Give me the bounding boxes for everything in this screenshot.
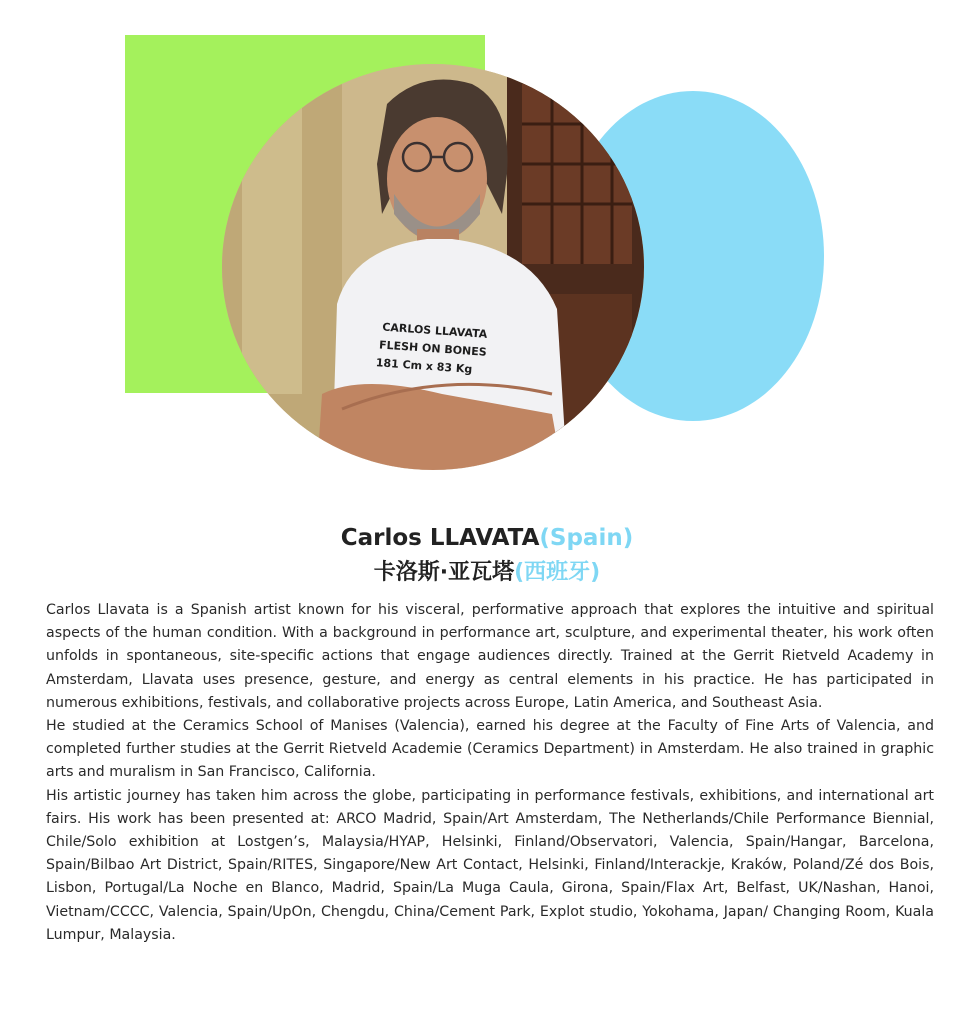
artist-portrait-photo (222, 64, 644, 470)
artist-name-zh: 卡洛斯·亚瓦塔 (373, 560, 515, 585)
portrait-illustration (222, 64, 644, 470)
hero-graphic (0, 0, 974, 500)
shirt-text-line-2: FLESH ON BONES (378, 338, 488, 359)
shirt-text-line-1: CARLOS LLAVATA (381, 320, 488, 341)
artist-biography (46, 599, 934, 947)
artist-name-en: Carlos LLAVATA (340, 525, 540, 551)
artist-country-zh: (西班牙) (514, 560, 601, 585)
artist-name-english (0, 522, 974, 554)
bio-paragraph-2: He studied at the Ceramics School of Manises (Valencia), earned his degree at the Faculty of Fine Arts of Valencia, and completed further studies at the Gerrit Rietveld Academie (Ceramics Department) in Amsterdam. He also trained in graphic arts and muralism in San Francisco, California. (46, 718, 934, 781)
artist-country-en: (Spain) (539, 525, 634, 551)
bio-paragraph-1: Carlos Llavata is a Spanish artist known for his visceral, performative approach that explores the intuitive and spiritual aspects of the human condition. With a background in performance art, sculpture, and experimental theater, his work often unfolds in spontaneous, site-specific actions that engage audiences directly. Trained at the Gerrit Rietveld Academy in Amsterdam, Llavata uses presence, gesture, and energy as central elements in his practice. He has participated in numerous exhibitions, festivals, and collaborative projects across Europe, Latin America, and Southeast Asia. (46, 602, 934, 711)
artist-name-block (0, 522, 974, 590)
shirt-text-line-3: 181 Cm x 83 Kg (375, 356, 473, 376)
bio-paragraph-3: His artistic journey has taken him across the globe, participating in performance festivals, exhibitions, and international art fairs. His work has been presented at: ARCO Madrid, Spain/Art Amsterdam, The Netherlands/Chile Performance Biennial, Chile/Solo exhibition at Lostgen’s, Malaysia/HYAP, Helsinki, Finland/Observatori, Valencia, Spain/Hangar, Barcelona, Spain/Bilbao Art District, Spain/RITES, Singapore/New Art Contact, Helsinki, Finland/Interackje, Kraków, Poland/Zé dos Bois, Lisbon, Portugal/La Noche en Blanco, Madrid, Spain/La Muga Caula, Girona, Spain/Flax Art, Belfast, UK/Nashan, Hanoi, Vietnam/CCCC, Valencia, Spain/UpOn, Chengdu, China/Cement Park, Explot studio, Yokohama, Japan/ Changing Room, Kuala Lumpur, Malaysia. (46, 787, 934, 943)
artist-name-chinese (0, 556, 974, 590)
